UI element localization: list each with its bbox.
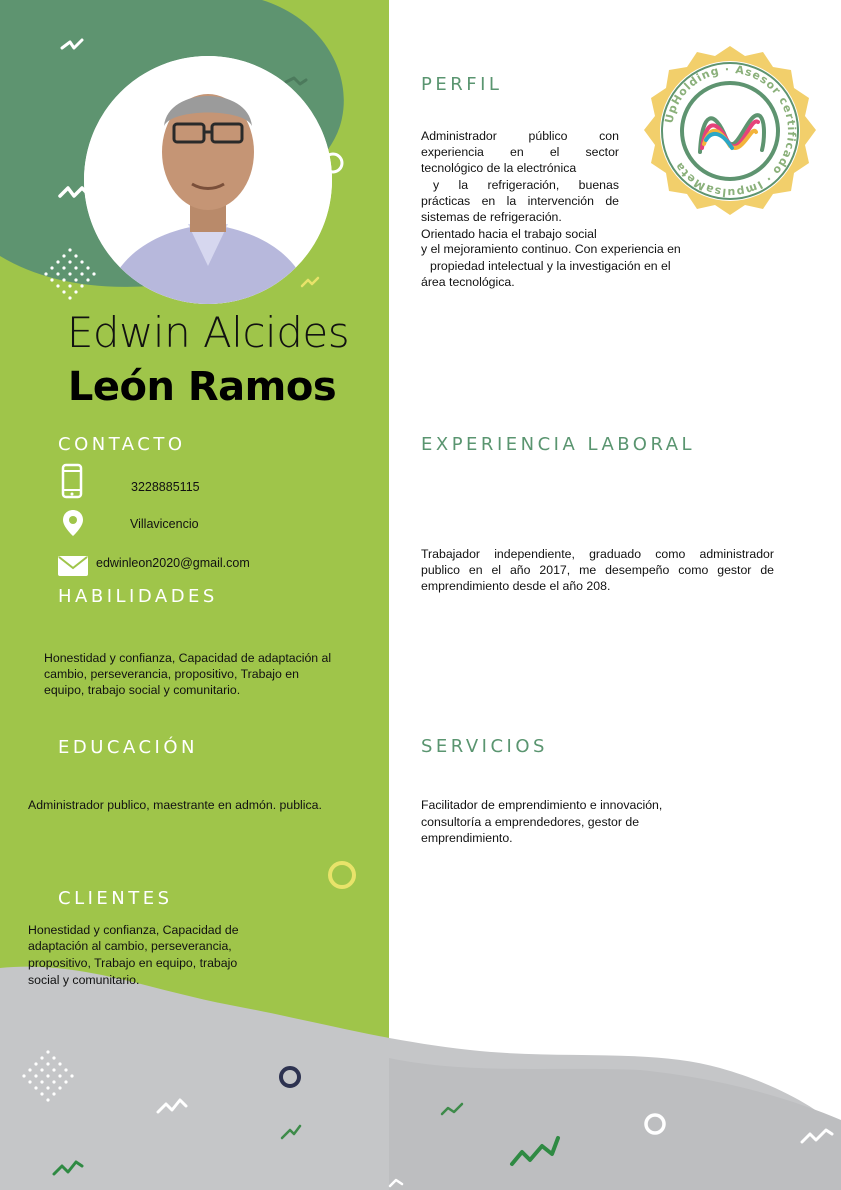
name-last: León Ramos xyxy=(67,364,337,410)
perfil-line: tecnológico de la electrónica xyxy=(421,161,577,175)
perfil-line: propiedad intelectual y la investigación en el xyxy=(430,259,671,273)
contact-phone[interactable]: 3228885115 xyxy=(131,480,200,494)
habilidades-line: equipo, trabajo social y comunitario. xyxy=(44,683,241,697)
clientes-line: propositivo, Trabajo en equipo, trabajo xyxy=(28,956,238,970)
educacion-heading: EDUCACIÓN xyxy=(58,737,198,758)
perfil-heading: PERFIL xyxy=(421,74,503,95)
habilidades-line: Honestidad y confianza, Capacidad de adaptación al xyxy=(44,651,332,665)
servicios-line: emprendimiento. xyxy=(421,831,513,845)
servicios-line: consultoría a emprendedores, gestor de xyxy=(421,815,640,829)
ring-yellow xyxy=(330,863,354,887)
servicios-heading: SERVICIOS xyxy=(421,736,548,757)
experiencia-line: Trabajador independiente, graduado como administrador xyxy=(421,547,774,561)
contacto-heading: CONTACTO xyxy=(58,434,186,455)
name-first: Edwin Alcides xyxy=(66,308,350,357)
perfil-line: Orientado hacia el trabajo social xyxy=(421,227,597,241)
perfil-line: y el mejoramiento continuo. Con experiencia en xyxy=(421,242,681,256)
perfil-line: área tecnológica. xyxy=(421,275,515,289)
perfil-line: Administrador público con xyxy=(421,129,619,143)
contact-city: Villavicencio xyxy=(130,517,199,531)
experiencia-line: publico en el año 2017, me desempeño como gestor de xyxy=(421,563,774,577)
location-pin-icon xyxy=(62,509,84,537)
educacion-text: Administrador publico, maestrante en admón. publica. xyxy=(28,798,322,812)
habilidades-line: cambio, perseverancia, propositivo, Trabajo en xyxy=(44,667,299,681)
clientes-heading: CLIENTES xyxy=(58,888,173,909)
certification-seal xyxy=(630,42,830,232)
squiggle-yellow-1 xyxy=(302,278,318,286)
contact-email[interactable]: edwinleon2020@gmail.com xyxy=(96,556,250,570)
seal-ring-text: UpHolding · Asesor certificado · ImpulsaMeta xyxy=(662,62,799,200)
habilidades-heading: HABILIDADES xyxy=(58,586,218,607)
perfil-line: experiencia en el sector xyxy=(421,145,619,159)
perfil-line: prácticas en la intervención de xyxy=(421,194,619,208)
perfil-line: sistemas de refrigeración. xyxy=(421,210,562,224)
servicios-line: Facilitador de emprendimiento e innovación, xyxy=(421,798,663,812)
clientes-line: social y comunitario. xyxy=(28,973,140,987)
perfil-line: y la refrigeración, buenas xyxy=(433,178,619,192)
clientes-line: adaptación al cambio, perseverancia, xyxy=(28,939,232,953)
experiencia-heading: EXPERIENCIA LABORAL xyxy=(421,434,696,455)
profile-photo xyxy=(84,56,332,304)
gray-wave-front xyxy=(389,1058,841,1190)
clientes-line: Honestidad y confianza, Capacidad de xyxy=(28,923,239,937)
phone-icon xyxy=(61,463,83,499)
experiencia-line: emprendimiento desde el año 208. xyxy=(421,579,611,593)
email-icon xyxy=(58,556,88,576)
